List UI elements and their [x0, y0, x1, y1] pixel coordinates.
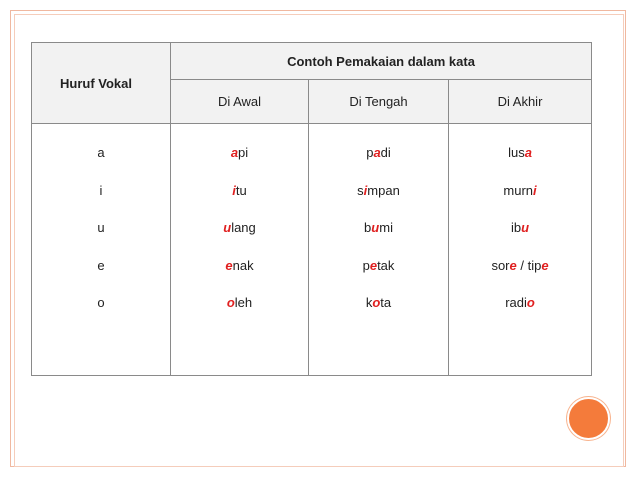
- example-word-tengah: bumi: [364, 220, 393, 235]
- vowel-item: i: [99, 182, 103, 198]
- tengah-column: [309, 124, 449, 376]
- vowel-item: o: [97, 295, 105, 310]
- vowel-item: a: [97, 145, 105, 160]
- example-word-tengah: padi: [366, 145, 391, 160]
- example-word-akhir: radio: [505, 295, 535, 310]
- header-huruf-vokal: Huruf Vokal: [32, 43, 171, 124]
- header-di-tengah: Di Tengah: [309, 80, 449, 124]
- example-word-tengah: petak: [362, 257, 395, 273]
- decorative-circle: [567, 397, 610, 440]
- akhir-column: [449, 124, 592, 376]
- example-word-akhir: sore / tipe: [491, 257, 549, 273]
- vowel-usage-table: [31, 42, 592, 376]
- example-word-akhir: murni: [503, 182, 537, 198]
- example-word-tengah: simpan: [357, 182, 400, 198]
- vowel-column: [32, 124, 171, 376]
- header-di-awal: Di Awal: [171, 80, 309, 124]
- example-word-awal: ulang: [223, 220, 256, 235]
- example-word-awal: api: [230, 145, 249, 160]
- header-contoh-pemakaian: Contoh Pemakaian dalam kata: [171, 43, 592, 80]
- awal-column: [171, 124, 309, 376]
- example-word-awal: enak: [225, 257, 254, 273]
- example-word-akhir: lusa: [508, 145, 532, 160]
- vowel-item: e: [97, 257, 105, 273]
- vowel-item: u: [97, 220, 105, 235]
- example-word-tengah: kota: [365, 295, 392, 310]
- example-word-akhir: ibu: [510, 220, 530, 235]
- example-word-awal: itu: [232, 182, 247, 198]
- header-di-akhir: Di Akhir: [449, 80, 592, 124]
- example-word-awal: oleh: [226, 295, 253, 310]
